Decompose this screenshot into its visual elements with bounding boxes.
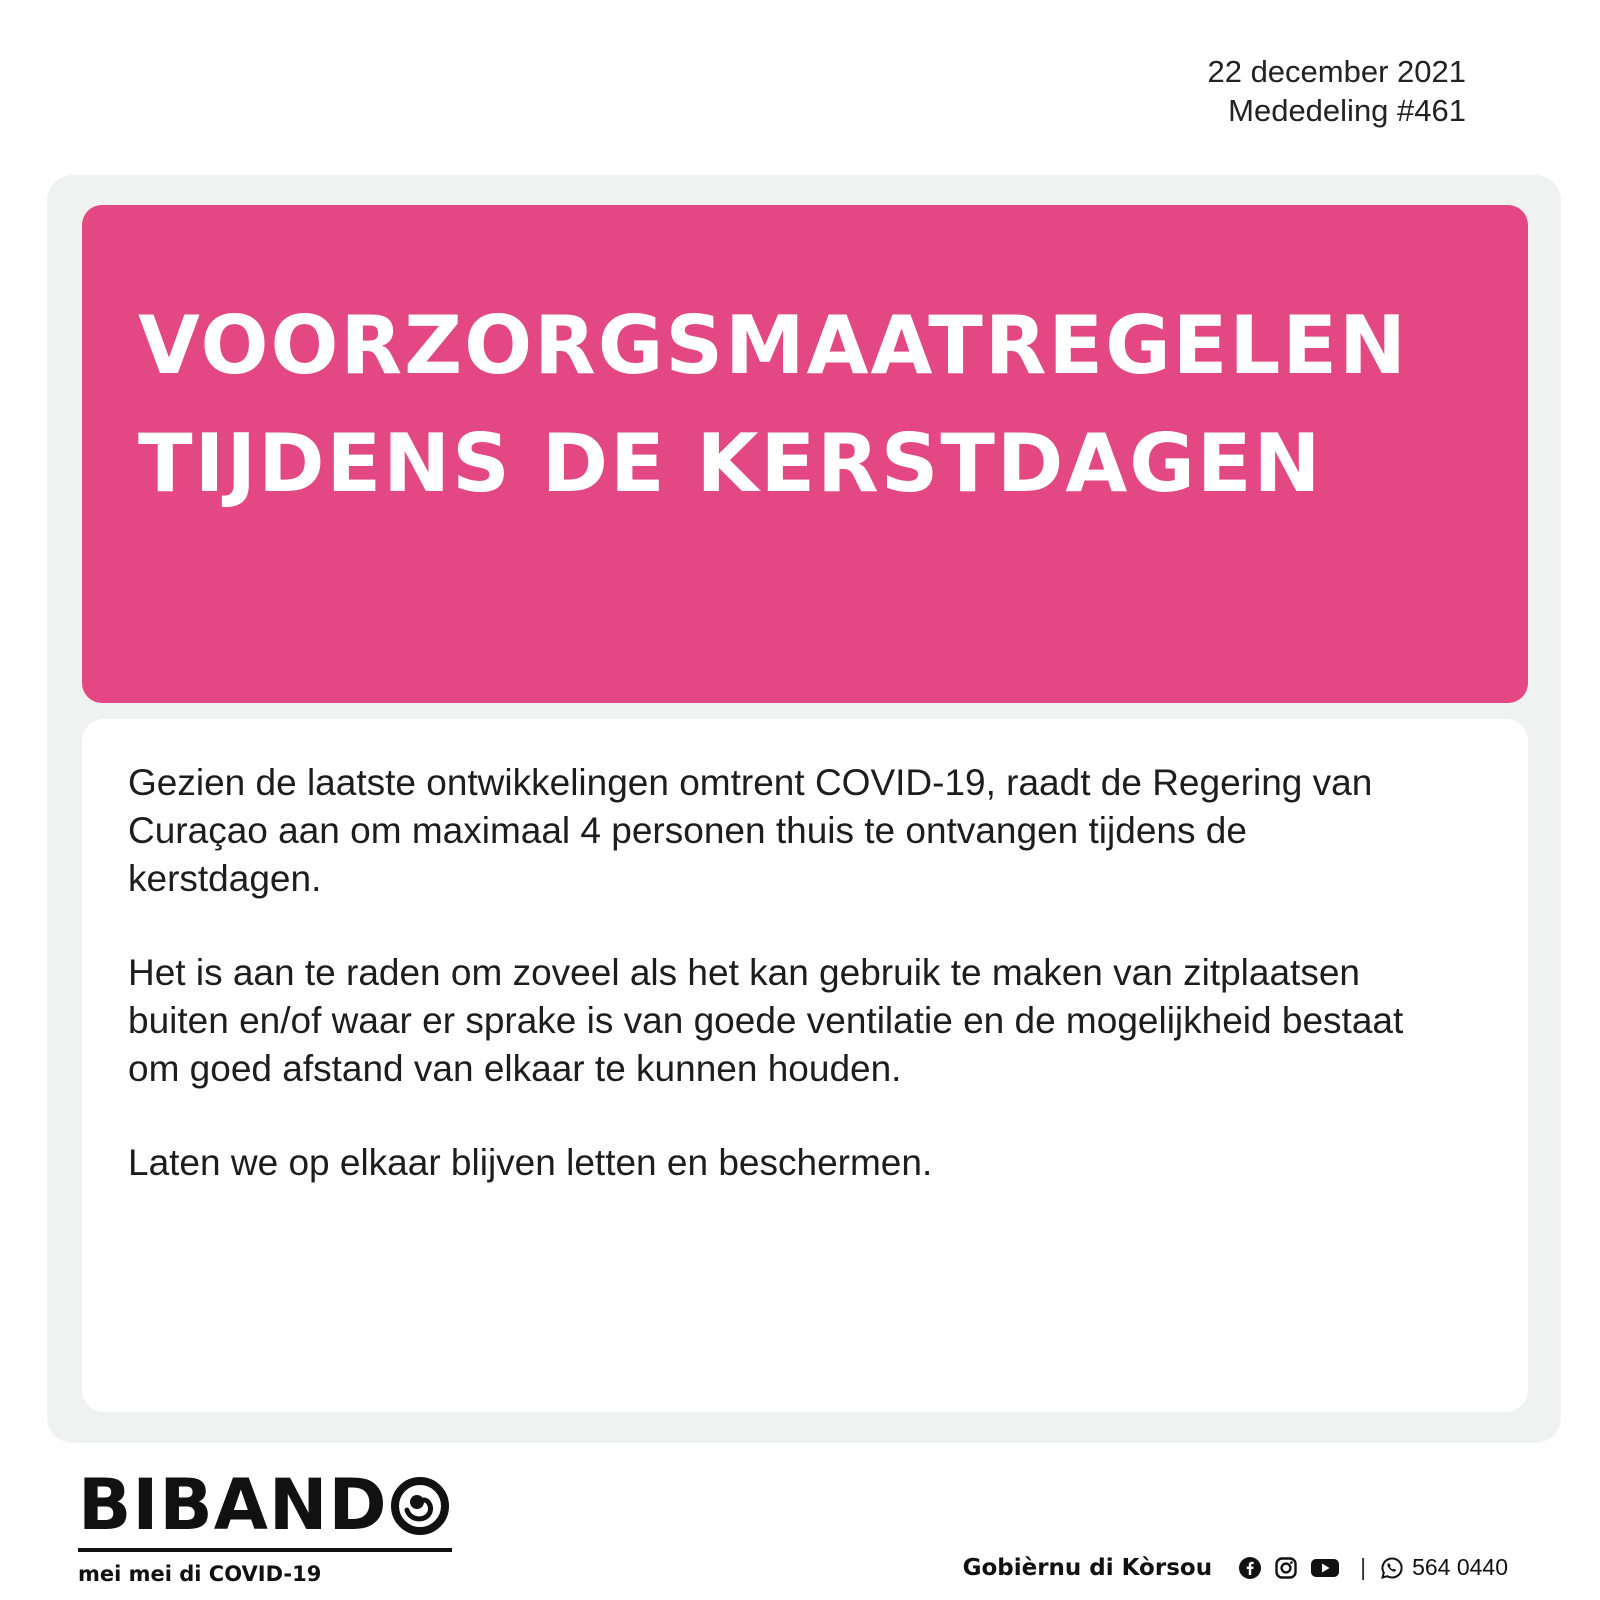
- footer-separator: |: [1360, 1554, 1367, 1580]
- youtube-icon[interactable]: [1310, 1556, 1340, 1580]
- bibando-logo: [78, 1464, 452, 1586]
- social-links: [1238, 1556, 1340, 1580]
- headline-line-1: VOORZORGSMAATREGELEN: [138, 299, 1408, 392]
- title-banner: [82, 205, 1528, 703]
- whatsapp-contact[interactable]: [1380, 1554, 1508, 1581]
- logo-tagline: mei mei di COVID-19: [78, 1562, 322, 1586]
- footer: [963, 1554, 1508, 1581]
- whatsapp-icon: [1380, 1556, 1404, 1580]
- notice-date: 22 december 2021: [1207, 54, 1466, 89]
- paragraph-3: Laten we op elkaar blijven letten en beschermen.: [128, 1142, 933, 1183]
- content-card: [82, 719, 1528, 1412]
- phone-number: 564 0440: [1412, 1554, 1508, 1580]
- government-name: Gobièrnu di Kòrsou: [962, 1554, 1213, 1581]
- facebook-icon[interactable]: [1238, 1556, 1262, 1580]
- logo-wordmark: [78, 1464, 452, 1546]
- notice-number: Mededeling #461: [1228, 93, 1466, 128]
- logo-rule: [78, 1548, 452, 1552]
- body-text: [128, 759, 1448, 1233]
- paragraph-2: Het is aan te raden om zoveel als het kan gebruik te maken van zitplaatsen buiten en/of waar er sprake is van goede ventilatie en de mogelijkheid bestaat om goed afstand van elkaar te kunnen houden.: [128, 952, 1404, 1089]
- instagram-icon[interactable]: [1274, 1556, 1298, 1580]
- logo-o-mark-icon: [390, 1476, 450, 1536]
- logo-wordmark-text: BIBAND: [78, 1464, 388, 1546]
- paragraph-1: Gezien de laatste ontwikkelingen omtrent COVID-19, raadt de Regering van Curaçao aan om maximaal 4 personen thuis te ontvangen tijdens de kerstdagen.: [128, 762, 1373, 899]
- headline-line-2: TIJDENS DE KERSTDAGEN: [138, 417, 1323, 510]
- headline: [138, 287, 1408, 523]
- notice-meta: [1207, 52, 1466, 130]
